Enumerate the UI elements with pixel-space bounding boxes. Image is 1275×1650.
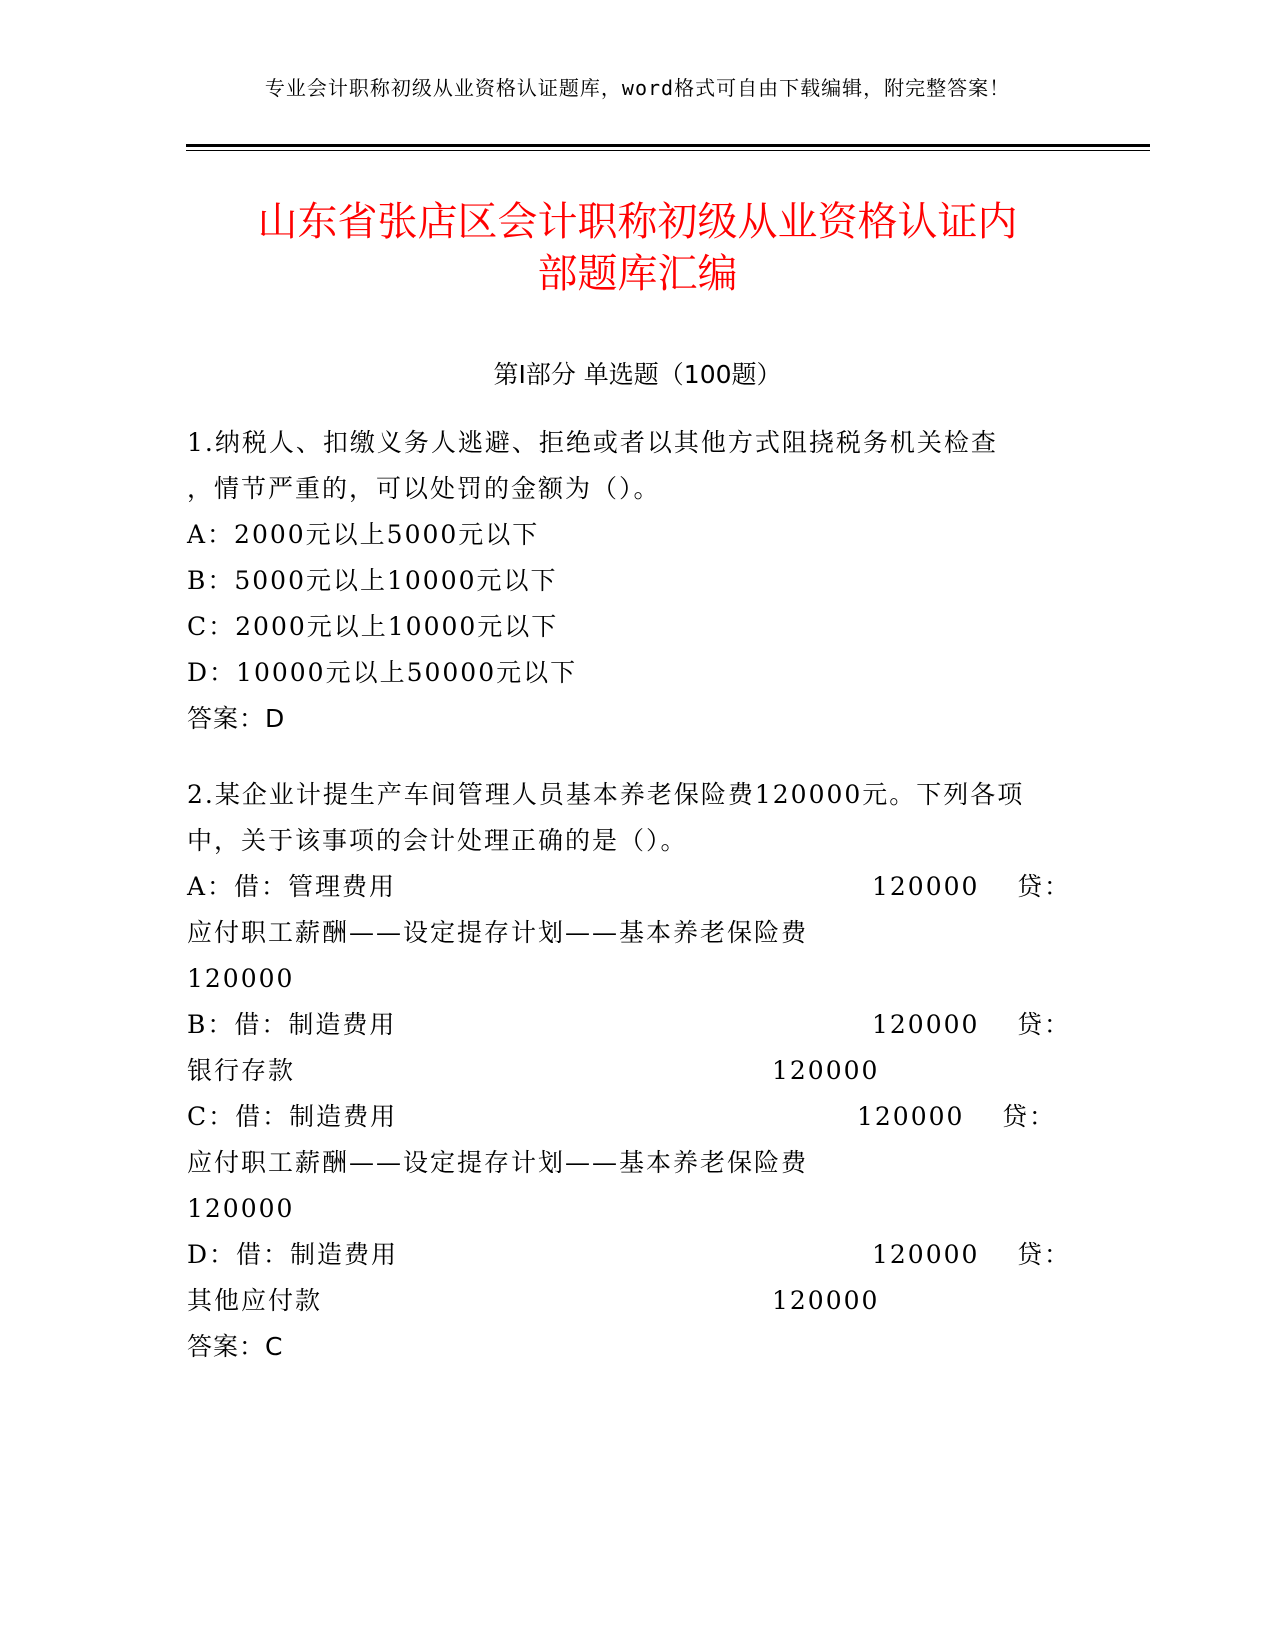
question-2-option-d-credit-amount: 120000 xyxy=(772,1286,880,1315)
question-2-option-b-debit-row xyxy=(187,1002,1077,1048)
document-title-line-1: 山东省张店区会计职称初级从业资格认证内 xyxy=(257,199,1018,245)
question-2-option-d-debit-amount: 120000 xyxy=(872,1240,980,1269)
question-2-option-c-debit-amount: 120000 xyxy=(857,1102,965,1131)
question-1-option-d: D：10000元以上50000元以下 xyxy=(187,658,578,687)
question-2-option-a-debit: A：借：管理费用 xyxy=(187,872,397,901)
question-2-option-d-credit-label: 贷： xyxy=(1017,1240,1072,1269)
question-2-option-d-debit-row xyxy=(187,1232,1077,1278)
question-2-option-b-credit-label: 贷： xyxy=(1017,1010,1072,1039)
question-1-stem-line-2: ，情节严重的，可以处罚的金额为（）。 xyxy=(187,474,661,503)
question-2-option-b-debit-amount: 120000 xyxy=(872,1010,980,1039)
question-2-option-c-credit: 应付职工薪酬——设定提存计划——基本养老保险费 xyxy=(187,1148,809,1177)
question-2-option-a-credit-amount: 120000 xyxy=(187,964,295,993)
question-1 xyxy=(187,420,1077,742)
page-header-text: 专业会计职称初级从业资格认证题库，word格式可自由下载编辑，附完整答案！ xyxy=(264,76,1011,100)
question-1-option-b: B：5000元以上10000元以下 xyxy=(187,566,558,595)
header-divider-thin xyxy=(186,150,1150,151)
question-1-option-c: C：2000元以上10000元以下 xyxy=(187,612,559,641)
question-2-option-c-credit-label: 贷： xyxy=(1002,1102,1057,1131)
question-2-option-b-credit: 银行存款 xyxy=(187,1056,296,1085)
question-1-stem-line-1: 1.纳税人、扣缴义务人逃避、拒绝或者以其他方式阻挠税务机关检查 xyxy=(187,428,998,457)
question-2-answer: 答案：C xyxy=(187,1332,284,1361)
question-2-option-b-credit-row xyxy=(187,1048,1077,1094)
document-title xyxy=(150,196,1125,300)
section-heading: 第Ⅰ部分 单选题（100题） xyxy=(493,360,782,389)
header-divider-thick xyxy=(186,144,1150,147)
question-2-option-a-credit: 应付职工薪酬——设定提存计划——基本养老保险费 xyxy=(187,918,809,947)
question-1-option-a: A：2000元以上5000元以下 xyxy=(187,520,540,549)
question-2-stem-line-1: 2.某企业计提生产车间管理人员基本养老保险费120000元。下列各项 xyxy=(187,780,1025,809)
question-2-option-d-debit: D：借：制造费用 xyxy=(187,1240,399,1269)
question-1-answer: 答案：D xyxy=(187,704,286,733)
question-2-option-d-credit-row xyxy=(187,1278,1077,1324)
question-2-option-a-debit-row xyxy=(187,864,1077,910)
question-2-option-b-credit-amount: 120000 xyxy=(772,1056,880,1085)
question-2-option-a-credit-label: 贷： xyxy=(1017,872,1072,901)
question-2-stem-line-2: 中，关于该事项的会计处理正确的是（）。 xyxy=(187,826,688,855)
question-2-option-c-debit: C：借：制造费用 xyxy=(187,1102,398,1131)
question-2-option-c-debit-row xyxy=(187,1094,1077,1140)
question-2-option-d-credit: 其他应付款 xyxy=(187,1286,323,1315)
question-2-option-a-debit-amount: 120000 xyxy=(872,872,980,901)
question-2-option-b-debit: B：借：制造费用 xyxy=(187,1010,397,1039)
document-title-line-2: 部题库汇编 xyxy=(537,251,738,297)
question-2 xyxy=(187,772,1077,1370)
question-2-option-c-credit-amount: 120000 xyxy=(187,1194,295,1223)
